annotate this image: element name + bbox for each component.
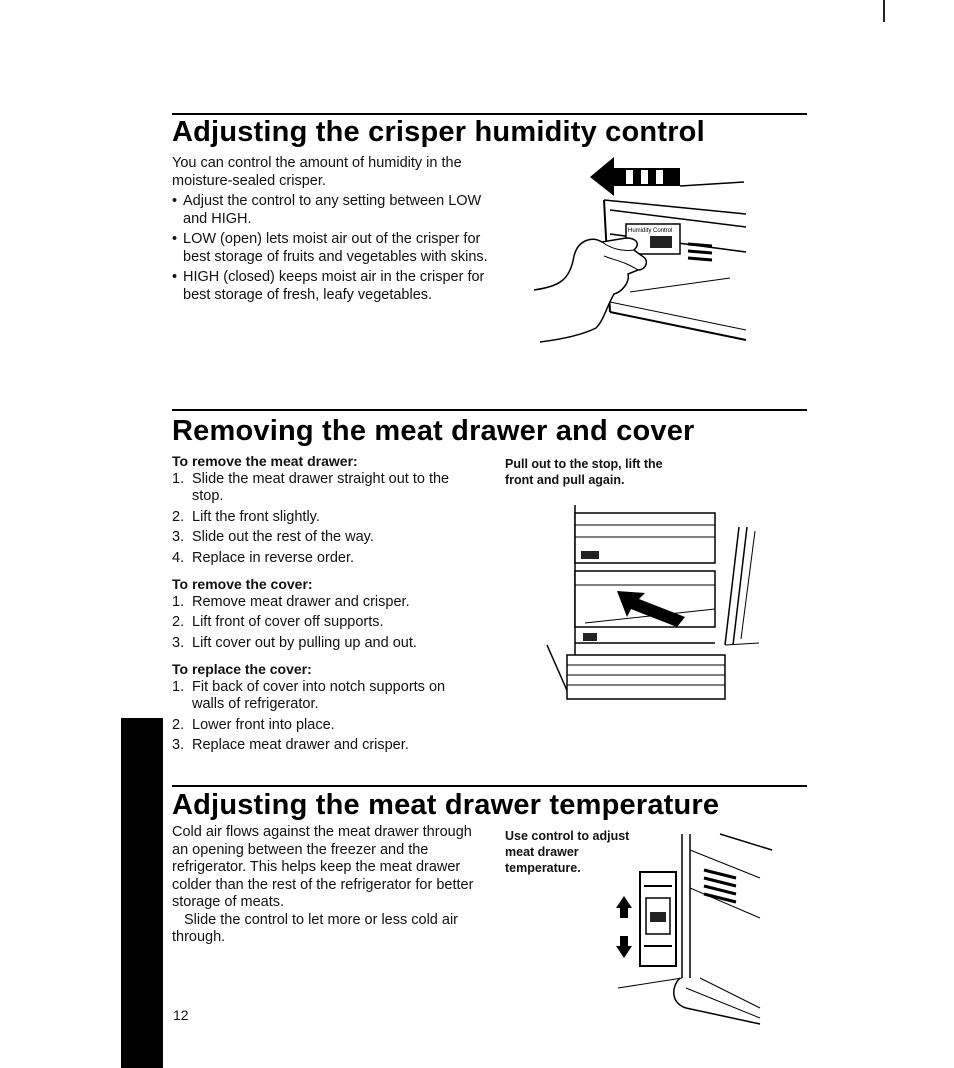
humidity-control-illustration bbox=[530, 152, 752, 350]
section-rule bbox=[172, 409, 807, 411]
humidity-bullets bbox=[172, 193, 490, 304]
base-grille bbox=[567, 655, 725, 699]
temperature-caption: Use control to adjust meat drawer temperature. bbox=[505, 829, 630, 875]
temperature-slider bbox=[650, 912, 666, 922]
step-text: Fit back of cover into notch supports on walls of refrigerator. bbox=[192, 678, 446, 712]
bullet-item: • HIGH (closed) keeps moist air in the crisper for best storage of fresh, leafy vegetables. bbox=[172, 269, 490, 304]
meat-drawer-caption: Pull out to the stop, lift the front and pull again. bbox=[505, 457, 663, 487]
section-rule bbox=[172, 113, 807, 115]
step-number: 4. bbox=[172, 549, 185, 566]
remove-drawer-steps bbox=[172, 471, 472, 568]
step-item bbox=[172, 635, 472, 653]
meat-drawer-instructions bbox=[172, 453, 472, 764]
left-right-arrow-icon bbox=[590, 157, 680, 196]
humidity-body bbox=[172, 155, 490, 307]
step-text: Lift the front slightly. bbox=[192, 508, 320, 525]
step-number: 1. bbox=[172, 678, 185, 695]
bullet-item: • Adjust the control to any setting between LOW and HIGH. bbox=[172, 193, 490, 228]
step-item bbox=[172, 471, 472, 506]
page-number: 12 bbox=[173, 1007, 189, 1023]
step-text: Replace meat drawer and crisper. bbox=[192, 737, 409, 753]
section-heading-temperature: Adjusting the meat drawer temperature bbox=[172, 789, 720, 821]
step-item bbox=[172, 737, 472, 755]
step-text: Slide the meat drawer straight out to the stop. bbox=[192, 470, 450, 504]
temperature-paragraph: Slide the control to let more or less cold air through. bbox=[172, 911, 459, 945]
step-text: Slide out the rest of the way. bbox=[192, 529, 374, 545]
step-item bbox=[172, 509, 472, 527]
step-number: 1. bbox=[172, 470, 185, 487]
step-number: 2. bbox=[172, 716, 185, 733]
meat-drawer bbox=[575, 571, 715, 627]
down-arrow-icon bbox=[616, 936, 632, 958]
section-heading-meat-drawer: Removing the meat drawer and cover bbox=[172, 415, 695, 447]
margin-mark bbox=[883, 0, 885, 22]
step-text: Lift front of cover off supports. bbox=[192, 614, 384, 630]
slider-label: Humidity Control bbox=[628, 228, 673, 234]
step-number: 3. bbox=[172, 529, 185, 545]
step-number: 3. bbox=[172, 737, 185, 753]
step-item bbox=[172, 614, 472, 632]
subheading-remove-drawer: To remove the meat drawer: bbox=[172, 453, 358, 469]
step-item bbox=[172, 550, 472, 568]
step-item bbox=[172, 529, 472, 547]
meat-drawer-illustration bbox=[545, 505, 760, 705]
step-item bbox=[172, 679, 472, 714]
step-item bbox=[172, 717, 472, 735]
step-number: 2. bbox=[172, 614, 185, 630]
step-item bbox=[172, 594, 472, 612]
step-text: Lower front into place. bbox=[192, 716, 335, 733]
hand bbox=[534, 238, 646, 342]
step-text: Remove meat drawer and crisper. bbox=[192, 593, 410, 610]
step-number: 3. bbox=[172, 634, 185, 651]
up-arrow-icon bbox=[616, 896, 632, 918]
humidity-intro: You can control the amount of humidity in the moisture-sealed crisper. bbox=[172, 155, 462, 189]
replace-cover-steps bbox=[172, 679, 472, 755]
subheading-replace-cover: To replace the cover: bbox=[172, 661, 312, 677]
step-number: 1. bbox=[172, 593, 185, 610]
temperature-body bbox=[172, 824, 484, 947]
bullet-item: • LOW (open) lets moist air out of the crisper for best storage of fruits and vegetables with skins. bbox=[172, 231, 490, 266]
subheading-remove-cover: To remove the cover: bbox=[172, 576, 313, 592]
remove-cover-steps bbox=[172, 594, 472, 653]
step-number: 2. bbox=[172, 508, 185, 525]
step-text: Lift cover out by pulling up and out. bbox=[192, 634, 417, 651]
section-rule bbox=[172, 785, 807, 787]
section-thumb-tab bbox=[121, 718, 163, 1068]
temperature-paragraph: Cold air flows against the meat drawer through an opening between the freezer and the refrigerator. This helps keep the meat drawer colder than the rest of the refrigerator for better storage of meats. bbox=[172, 824, 474, 910]
temperature-control-illustration bbox=[610, 828, 780, 1028]
step-text: Replace in reverse order. bbox=[192, 549, 354, 566]
section-heading-humidity: Adjusting the crisper humidity control bbox=[172, 116, 705, 148]
